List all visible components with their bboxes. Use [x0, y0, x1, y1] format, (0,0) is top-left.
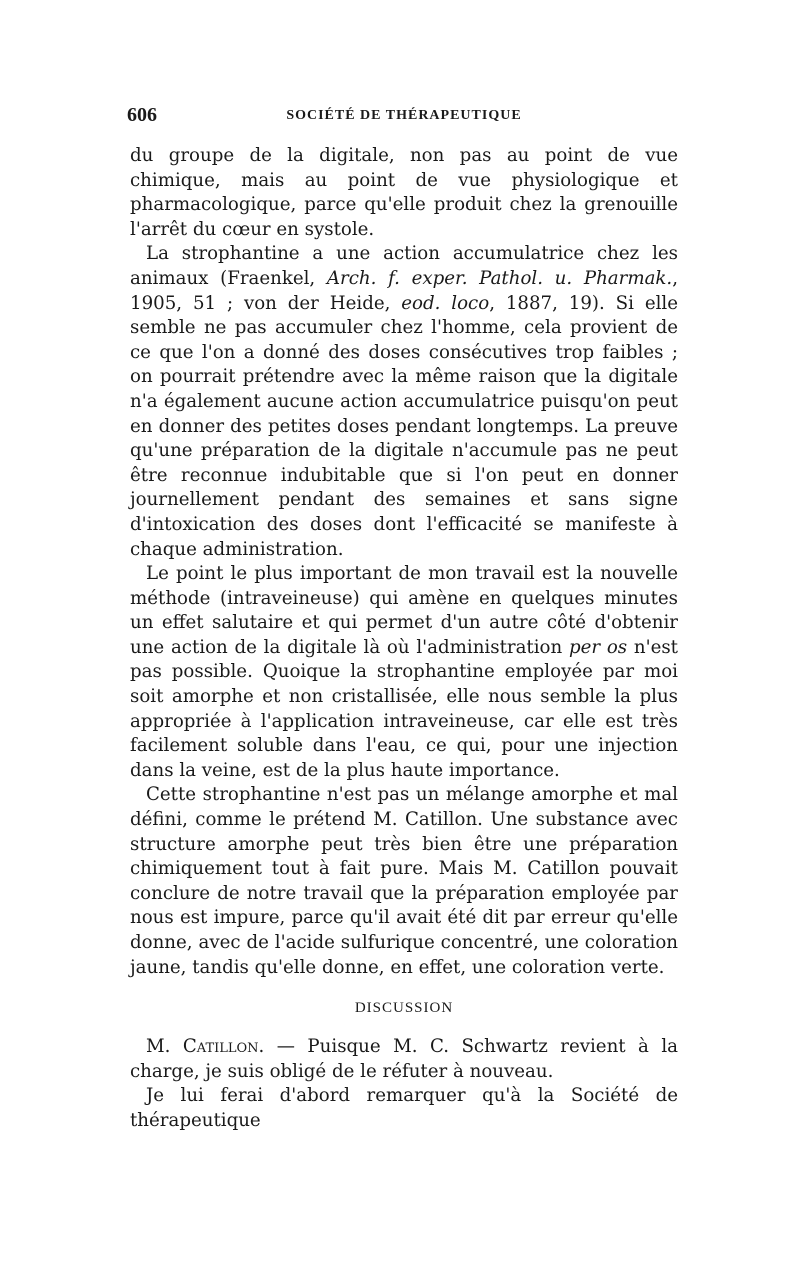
text-run: La strophantine a une action accumulatrice chez les animaux (Fraenkel, [130, 243, 678, 289]
paragraph-catillon-reply [130, 1035, 678, 1084]
section-heading-discussion: DISCUSSION [354, 1000, 454, 1017]
paragraph-final: Je lui ferai d'abord remarquer qu'à la Société de thérapeutique [130, 1085, 678, 1131]
journal-citation: Arch. f. exper. Pathol. u. Pharmak. [326, 267, 673, 289]
book-page [127, 104, 679, 1134]
text-run: — Puisque M. C. Schwartz revient à la charge, je suis obligé de le réfuter à nouveau. [130, 1036, 678, 1082]
body-text [130, 144, 678, 1134]
page-number: 606 [127, 104, 157, 126]
paragraph-amorphous: Cette strophantine n'est pas un mélange amorphe et mal défini, comme le prétend M. Catillon. Une substance avec structure amorphe peut très bien être une préparation chimiquement tout à fait pure. Mais M. Catillon pouvait conclure de notre travail que la préparation employée par nous est impure, parce qu'il avait été dit par erreur qu'elle donne, avec de l'acide sulfurique concentré, une coloration jaune, tandis qu'elle donne, en effet, une coloration verte. [130, 784, 678, 978]
citation-eod-loco: eod. loco [401, 292, 490, 314]
latin-per-os: per os [568, 636, 628, 658]
text-run: n'est pas possible. Quoique la strophantine employée par moi soit amorphe et non cristallisée, elle nous semble la plus appropriée à l'application intraveineuse, car elle est très facilement soluble dans l'eau, ce qui, pour une injection dans la veine, est de la plus haute importance. [130, 636, 678, 781]
text-run: Le point le plus important de mon travail est la nouvelle méthode (intraveineuse) qui amène en quelques minutes un effet salutaire et qui permet d'un autre côté d'obtenir une action de la digitale là où l'administration [130, 563, 678, 658]
text-run: , 1887, 19). Si elle semble ne pas accumuler chez l'homme, cela provient de ce que l'on a donné des doses consécutives trop faibles ; on pourrait prétendre avec la même raison que la digitale n'a également aucune action accumulatrice puisqu'on peut en donner des petites doses pendant longtemps. La preuve qu'une préparation de la digitale n'accumule pas ne peut être reconnue indubitable que si l'on peut en donner journellement pendant des semaines et sans signe d'intoxication des doses dont l'efficacité se manifeste à chaque administration. [130, 292, 678, 560]
paragraph-accumulation [130, 242, 678, 562]
running-head [127, 104, 678, 134]
speaker-name: M. Catillon. [146, 1036, 265, 1058]
running-title: SOCIÉTÉ DE THÉRAPEUTIQUE [286, 108, 522, 123]
text-run: , 1905, 51 ; von der Heide, [130, 267, 679, 314]
paragraph-method [130, 562, 678, 783]
paragraph-continuation: du groupe de la digitale, non pas au point de vue chimique, mais au point de vue physiologique et pharmacologique, parce qu'elle produit chez la grenouille l'arrêt du cœur en systole. [130, 145, 678, 240]
